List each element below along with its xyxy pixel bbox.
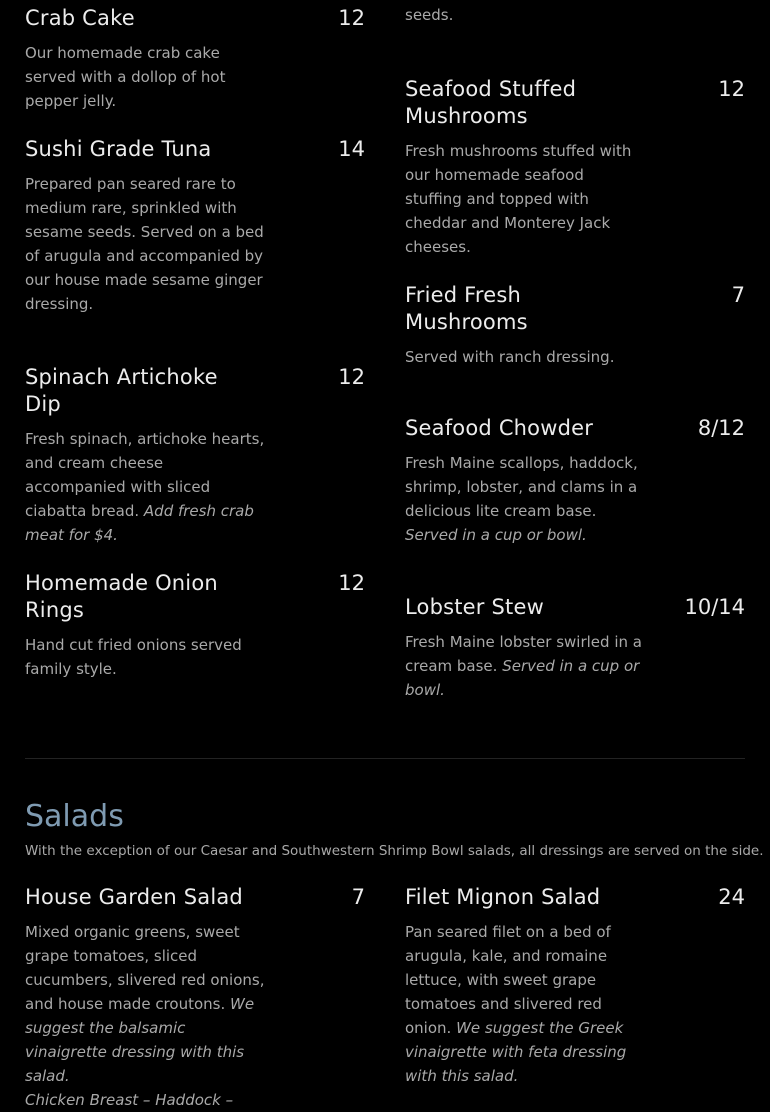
menu-item-fried-fresh-mushrooms bbox=[405, 282, 745, 382]
item-description bbox=[405, 630, 645, 702]
menu-item-crab-cake bbox=[25, 5, 365, 110]
section-divider bbox=[25, 758, 745, 759]
item-note: We suggest the balsamic vinaigrette dressing with this salad. bbox=[25, 995, 255, 1085]
menu-item-homemade-onion-rings bbox=[25, 570, 365, 690]
item-name: House Garden Salad bbox=[25, 885, 243, 909]
item-name: Filet Mignon Salad bbox=[405, 885, 601, 909]
item-name: Crab Cake bbox=[25, 6, 135, 30]
item-description bbox=[405, 451, 645, 547]
item-description bbox=[25, 41, 270, 113]
item-description-text: Mixed organic greens, sweet grape tomatoes, sliced cucumbers, slivered red onions, and house made croutons. bbox=[25, 923, 265, 1013]
item-price: 8/12 bbox=[697, 416, 745, 440]
section-subtitle: With the exception of our Caesar and Southwestern Shrimp Bowl salads, all dressings are served on the side. bbox=[25, 843, 764, 859]
menu-item-house-garden-salad bbox=[25, 884, 365, 1109]
item-name: Sushi Grade Tuna bbox=[25, 137, 212, 161]
item-description bbox=[25, 633, 265, 681]
menu-item-seafood-chowder bbox=[405, 415, 745, 555]
item-description bbox=[405, 345, 645, 369]
menu-item-filet-mignon-salad bbox=[405, 884, 745, 1103]
item-description-text: Hand cut fried onions served family style. bbox=[25, 636, 242, 678]
item-description bbox=[405, 139, 645, 259]
menu-item-sushi-grade-tuna bbox=[25, 136, 365, 326]
item-name: Seafood Chowder bbox=[405, 416, 594, 440]
section-title-salads: Salads bbox=[25, 799, 124, 834]
item-name: Homemade Onion Rings bbox=[25, 571, 218, 622]
item-description-text: Our homemade crab cake served with a dollop of hot pepper jelly. bbox=[25, 44, 226, 110]
item-description bbox=[405, 3, 645, 27]
item-note: Served in a cup or bowl. bbox=[405, 526, 587, 544]
item-note: Add fresh crab meat for $4. bbox=[25, 502, 254, 544]
item-price: 7 bbox=[351, 885, 365, 909]
item-description-text: seeds. bbox=[405, 6, 454, 24]
item-price: 12 bbox=[338, 6, 365, 30]
item-addons-text: Chicken Breast – Haddock – bbox=[25, 1091, 234, 1109]
menu-item-seafood-stuffed-mushrooms bbox=[405, 76, 745, 256]
item-description bbox=[25, 427, 265, 547]
item-description-text: Prepared pan seared rare to medium rare, sprinkled with sesame seeds. Served on a bed of arugula and accompanied by our house made sesame ginger dressing. bbox=[25, 175, 264, 313]
item-description-text: Fresh Maine scallops, haddock, shrimp, lobster, and clams in a delicious lite cream base. bbox=[405, 454, 638, 520]
item-note: We suggest the Greek vinaigrette with feta dressing with this salad. bbox=[405, 1019, 627, 1085]
item-description-text: Fresh Maine lobster swirled in a cream base. bbox=[405, 633, 642, 675]
item-name: Lobster Stew bbox=[405, 595, 544, 619]
item-description-text: Served with ranch dressing. bbox=[405, 348, 615, 366]
item-price: 12 bbox=[338, 365, 365, 389]
item-description-text: Fresh mushrooms stuffed with our homemade seafood stuffing and topped with cheddar and Monterey Jack cheeses. bbox=[405, 142, 632, 256]
item-price: 12 bbox=[718, 77, 745, 101]
item-description bbox=[25, 920, 265, 1088]
item-price: 10/14 bbox=[684, 595, 745, 619]
menu-item-cutoff bbox=[405, 0, 745, 30]
item-description-text: Fresh spinach, artichoke hearts, and cream cheese accompanied with sliced ciabatta bread. bbox=[25, 430, 265, 520]
item-note: Served in a cup or bowl. bbox=[405, 657, 640, 699]
item-description bbox=[25, 172, 265, 316]
item-description-text: Pan seared filet on a bed of arugula, kale, and romaine lettuce, with sweet grape tomatoes and slivered red onion. bbox=[405, 923, 611, 1037]
item-name: Spinach Artichoke Dip bbox=[25, 365, 218, 416]
item-price: 24 bbox=[718, 885, 745, 909]
item-name: Fried Fresh Mushrooms bbox=[405, 283, 528, 334]
item-name: Seafood Stuffed Mushrooms bbox=[405, 77, 577, 128]
item-description bbox=[405, 920, 645, 1088]
item-price: 7 bbox=[731, 283, 745, 307]
item-price: 12 bbox=[338, 571, 365, 595]
item-price: 14 bbox=[338, 137, 365, 161]
menu-item-lobster-stew bbox=[405, 594, 745, 714]
menu-item-spinach-artichoke-dip bbox=[25, 364, 365, 544]
item-addons bbox=[25, 1088, 265, 1112]
